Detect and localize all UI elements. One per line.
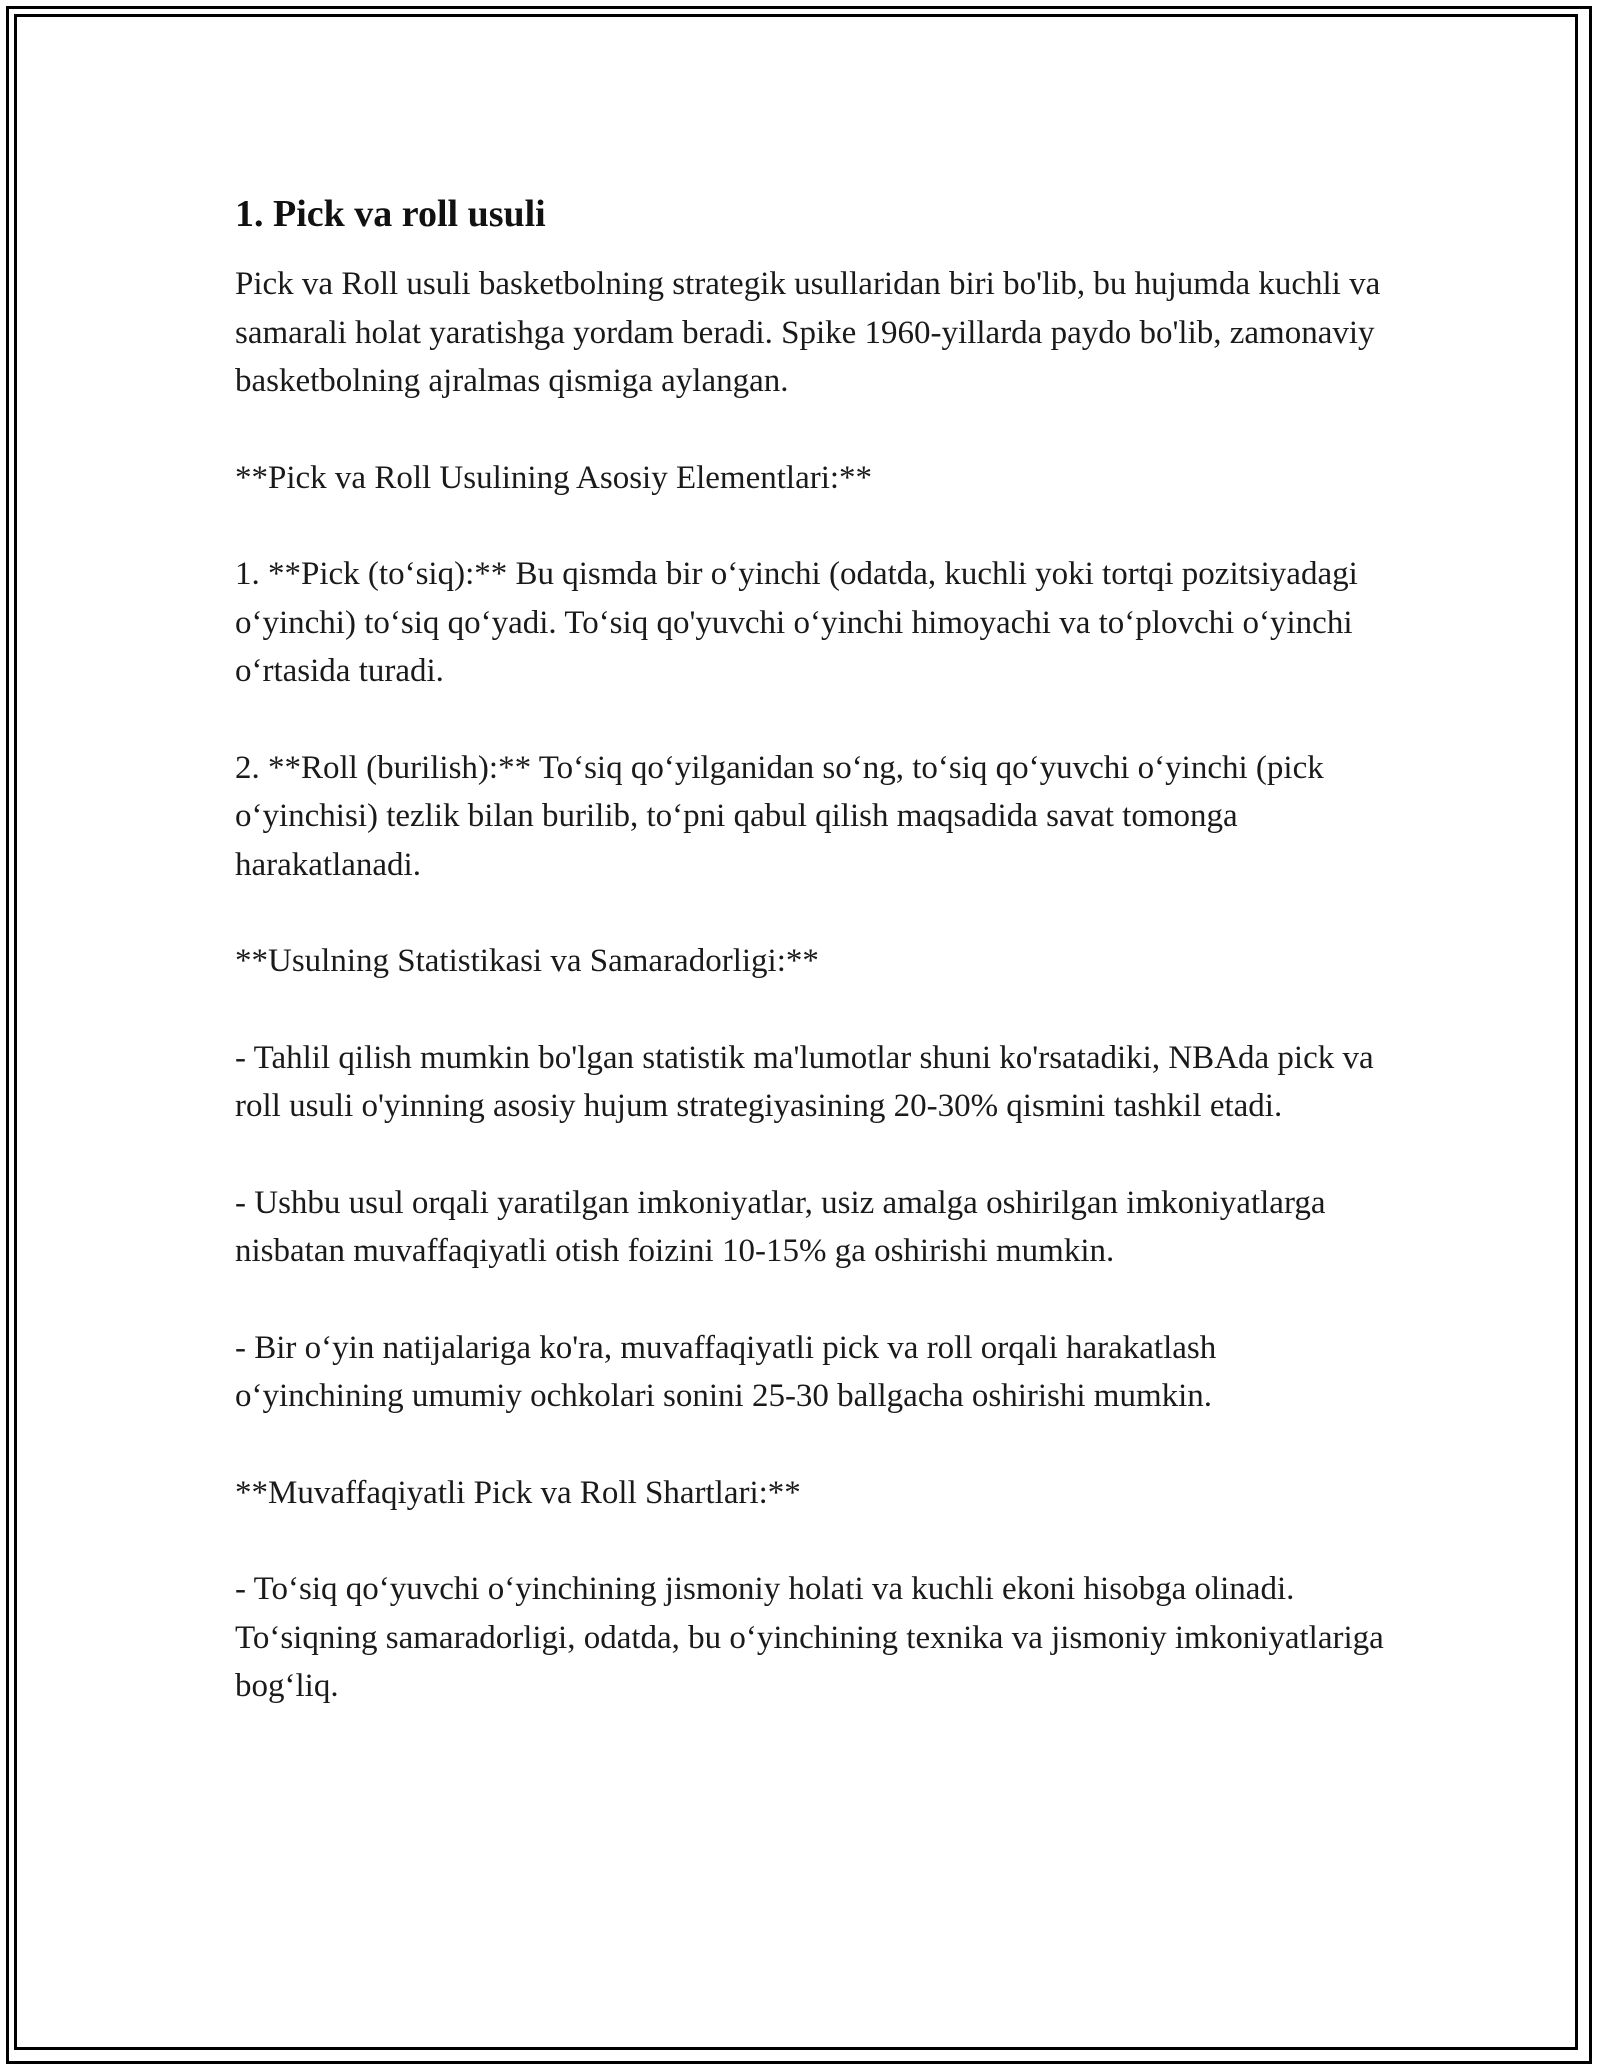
paragraph-elements-heading: **Pick va Roll Usulining Asosiy Elementlari:** [235, 459, 873, 496]
paragraph-stat-share: - Tahlil qilish mumkin bo'lgan statistik ma'lumotlar shuni ko'rsatadiki, NBAda pick va roll usuli o'yinning asosiy hujum strategiyasining 20-30% qismini tashkil etadi. [235, 1039, 1374, 1124]
document-body [235, 186, 1385, 1711]
paragraph-roll: 2. **Roll (burilish):** To‘siq qo‘yilganidan so‘ng, to‘siq qo‘yuvchi o‘yinchi (pick o‘yinchisi) tezlik bilan burilib, to‘pni qabul qilish maqsadida savat tomonga harakatlanadi. [235, 749, 1324, 883]
paragraph-intro: Pick va Roll usuli basketbolning strategik usullaridan biri bo'lib, bu hujumda kuchli va samarali holat yaratishga yordam beradi. Spike 1960-yillarda paydo bo'lib, zamonaviy basketbolning ajralmas qismiga aylangan. [235, 266, 1381, 399]
section-heading: 1. Pick va roll usuli [235, 193, 546, 235]
paragraph-stat-points: - Bir o‘yin natijalariga ko'ra, muvaffaqiyatli pick va roll orqali harakatlash o‘yinchining umumiy ochkolari sonini 25-30 ballgacha oshirishi mumkin. [235, 1329, 1217, 1414]
paragraph-condition-physical: - To‘siq qo‘yuvchi o‘yinchining jismoniy holati va kuchli ekoni hisobga olinadi. To‘siqning samaradorligi, odatda, bu o‘yinchining texnika va jismoniy imkoniyatlariga bog‘liq. [235, 1571, 1384, 1704]
paragraph-pick: 1. **Pick (to‘siq):** Bu qismda bir o‘yinchi (odatda, kuchli yoki tortqi pozitsiyadagi o‘yinchi) to‘siq qo‘yadi. To‘siq qo'yuvchi o‘yinchi himoyachi va to‘plovchi o‘yinchi o‘rtasida turadi. [235, 556, 1358, 689]
paragraph-statistics-heading: **Usulning Statistikasi va Samaradorligi:** [235, 943, 819, 979]
paragraph-conditions-heading: **Muvaffaqiyatli Pick va Roll Shartlari:** [235, 1474, 801, 1511]
paragraph-stat-shooting: - Ushbu usul orqali yaratilgan imkoniyatlar, usiz amalga oshirilgan imkoniyatlarga nisbatan muvaffaqiyatli otish foizini 10-15% ga oshirishi mumkin. [235, 1184, 1326, 1269]
